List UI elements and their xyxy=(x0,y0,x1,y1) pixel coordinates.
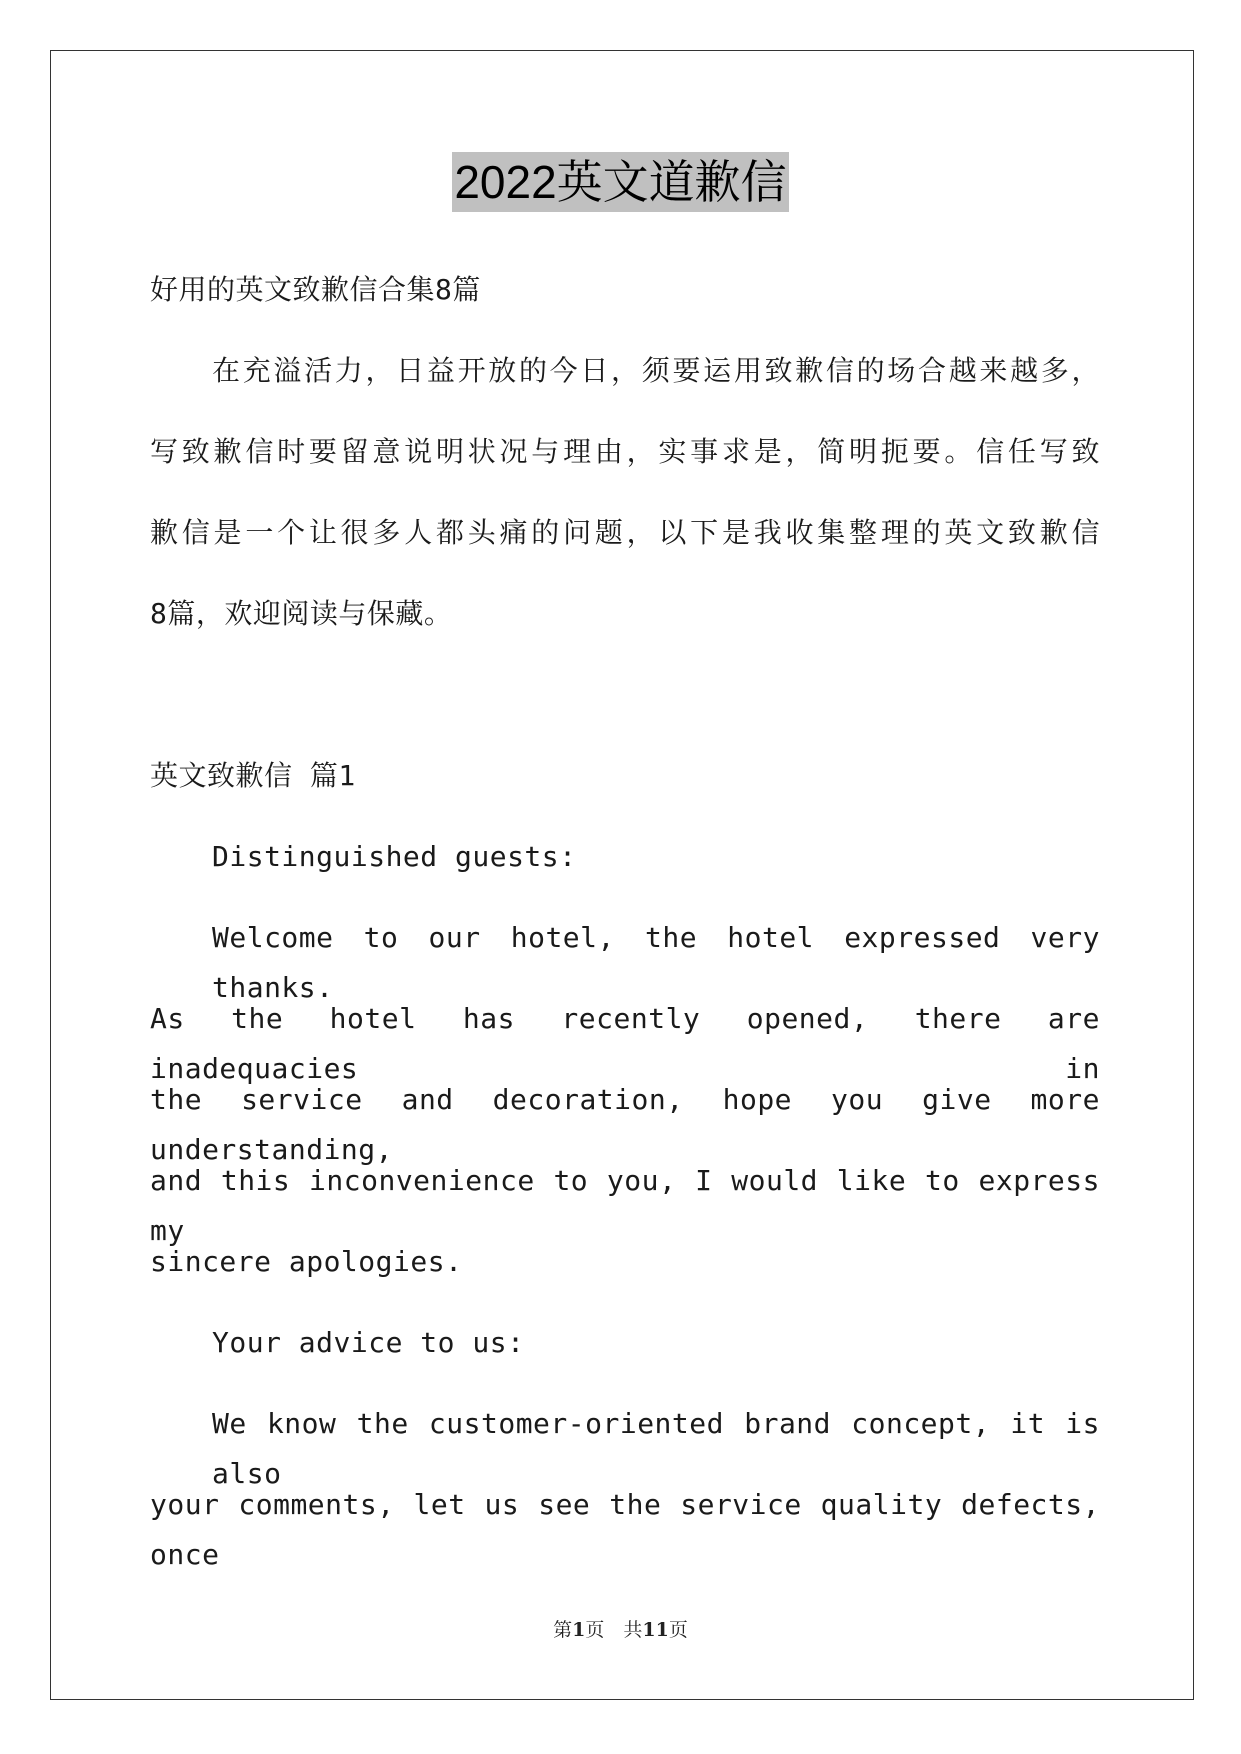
para1-line-1: Welcome to our hotel, the hotel expressed very thanks. xyxy=(212,921,1100,1004)
document-title: 2022英文道歉信 xyxy=(452,152,788,212)
title-wrap xyxy=(0,152,1241,212)
footer-suffix: 页 xyxy=(668,1619,688,1641)
intro-line-4: 8篇，欢迎阅读与保藏。 xyxy=(150,597,453,630)
para1-line-4: and this inconvenience to you, I would like to express my xyxy=(150,1164,1100,1247)
footer-mid: 页 共 xyxy=(585,1619,643,1641)
para1-line-2: As the hotel has recently opened, there are inadequacies in xyxy=(150,1002,1100,1085)
intro-line-1: 在充溢活力，日益开放的今日，须要运用致歉信的场合越来越多， xyxy=(212,354,1100,387)
para1-line-3: the service and decoration, hope you give more understanding, xyxy=(150,1083,1100,1166)
para2-line-1: We know the customer-oriented brand concept, it is also xyxy=(212,1407,1100,1490)
footer-page-number: 1 xyxy=(572,1619,586,1641)
para2-line-2: your comments, let us see the service quality defects, once xyxy=(150,1488,1100,1571)
document-body xyxy=(150,265,1100,1571)
footer-prefix: 第 xyxy=(553,1619,573,1641)
blank-line xyxy=(150,670,1100,751)
footer-total-pages: 11 xyxy=(642,1619,669,1641)
section-heading: 英文致歉信 篇1 xyxy=(150,759,356,792)
intro-line-2: 写致歉信时要留意说明状况与理由，实事求是，简明扼要。信任写致 xyxy=(150,435,1100,468)
page-footer xyxy=(0,1615,1241,1642)
advice-heading: Your advice to us: xyxy=(212,1326,525,1359)
intro-line-3: 歉信是一个让很多人都头痛的问题，以下是我收集整理的英文致歉信 xyxy=(150,516,1100,549)
document-subtitle: 好用的英文致歉信合集8篇 xyxy=(150,273,481,306)
para1-line-5: sincere apologies. xyxy=(150,1245,463,1278)
salutation: Distinguished guests: xyxy=(212,840,577,873)
